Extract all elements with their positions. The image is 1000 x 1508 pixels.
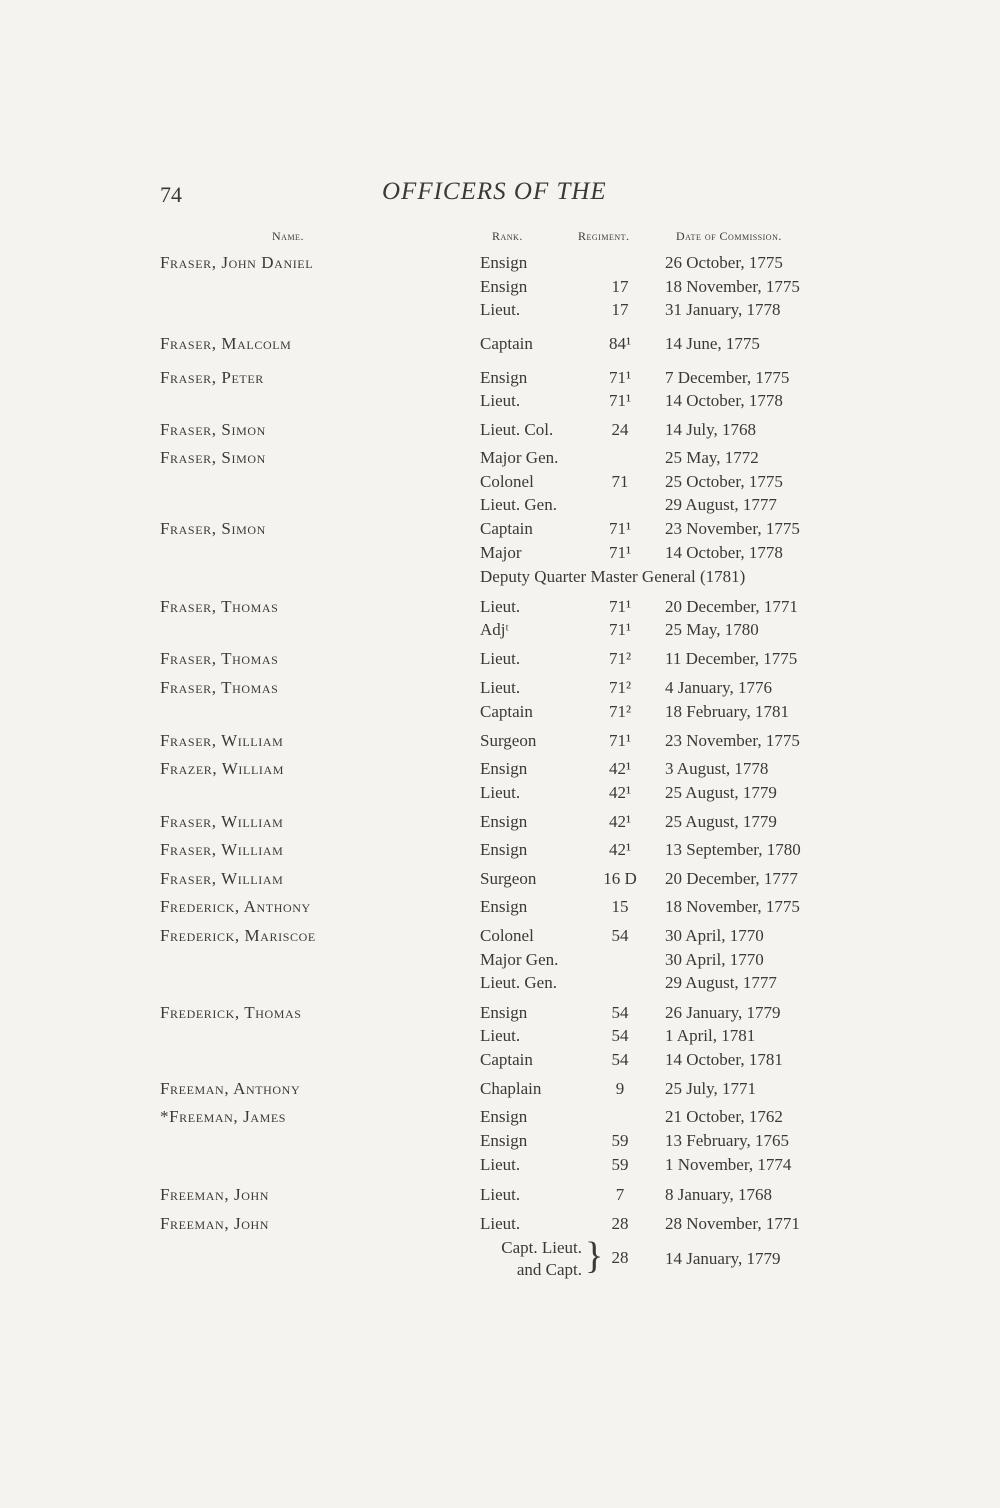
commission-date: 13 September, 1780 — [665, 840, 801, 859]
regiment-cell: 28 — [611, 1214, 629, 1233]
regiment-cell: 71¹ — [608, 519, 632, 538]
officer-name: Fraser, William — [160, 840, 284, 859]
commission-date: 3 August, 1778 — [665, 759, 769, 778]
regiment-cell: 84¹ — [608, 334, 632, 353]
regiment-cell: 71¹ — [608, 620, 632, 639]
rank-cell: Captain — [480, 334, 533, 353]
rank-cell: Lieut. — [480, 678, 521, 697]
rank-cell: Captain — [480, 702, 533, 721]
rank-cell: Lieut. — [480, 1155, 521, 1174]
rank-cell: Surgeon — [480, 869, 537, 888]
appointment-note: Deputy Quarter Master General (1781) — [480, 567, 746, 586]
rank-cell: Major Gen. — [480, 950, 559, 969]
column-header-regiment: Regiment. — [578, 229, 630, 243]
rank-cell: Major — [480, 543, 522, 562]
rank-cell: Lieut. Gen. — [480, 495, 557, 514]
officer-name: Fraser, Thomas — [160, 597, 279, 616]
regiment-cell: 54 — [611, 1003, 629, 1022]
commission-date: 23 November, 1775 — [665, 731, 800, 750]
commission-date: 4 January, 1776 — [665, 678, 773, 697]
commission-date: 25 May, 1772 — [665, 448, 759, 467]
regiment-cell: 59 — [611, 1155, 629, 1174]
rank-cell: Ensign — [480, 253, 528, 272]
officer-name: Frazer, William — [160, 759, 285, 778]
commission-date: 25 August, 1779 — [665, 812, 777, 831]
rank-cell: Lieut. — [480, 1214, 521, 1233]
last-entry-rank-line2: and Capt. — [516, 1260, 582, 1279]
commission-date: 14 October, 1778 — [665, 543, 783, 562]
rank-cell: Ensign — [480, 368, 528, 387]
commission-date: 8 January, 1768 — [665, 1185, 773, 1204]
officer-name: Fraser, Simon — [160, 519, 266, 538]
officer-name: *Freeman, James — [160, 1107, 287, 1126]
regiment-cell: 7 — [615, 1185, 625, 1204]
rank-cell: Ensign — [480, 840, 528, 859]
rank-cell: Captain — [480, 519, 533, 538]
commission-date: 20 December, 1777 — [665, 869, 798, 888]
regiment-cell: 71¹ — [608, 731, 632, 750]
commission-date: 28 November, 1771 — [665, 1214, 800, 1233]
rank-cell: Ensign — [480, 759, 528, 778]
officer-name: Fraser, Thomas — [160, 649, 279, 668]
regiment-cell: 71² — [608, 649, 632, 668]
last-entry-date: 14 January, 1779 — [665, 1249, 781, 1268]
commission-date: 18 February, 1781 — [665, 702, 790, 721]
commission-date: 30 April, 1770 — [665, 926, 764, 945]
commission-date: 25 May, 1780 — [665, 620, 759, 639]
commission-date: 1 April, 1781 — [665, 1026, 756, 1045]
rank-cell: Lieut. Col. — [480, 420, 554, 439]
regiment-cell: 24 — [611, 420, 629, 439]
officer-name: Freeman, Anthony — [160, 1079, 301, 1098]
officer-name: Frederick, Anthony — [160, 897, 311, 916]
officer-name: Fraser, Simon — [160, 448, 266, 467]
rank-cell: Ensign — [480, 812, 528, 831]
commission-date: 1 November, 1774 — [665, 1155, 792, 1174]
regiment-cell: 59 — [611, 1131, 629, 1150]
rank-cell: Lieut. Gen. — [480, 973, 557, 992]
officer-name: Frederick, Thomas — [160, 1003, 302, 1022]
regiment-cell: 71¹ — [608, 368, 632, 387]
rank-cell: Captain — [480, 1050, 533, 1069]
regiment-cell: 17 — [611, 300, 629, 319]
commission-date: 29 August, 1777 — [665, 973, 777, 992]
officer-name: Fraser, Peter — [160, 368, 264, 387]
commission-date: 18 November, 1775 — [665, 277, 800, 296]
regiment-cell: 54 — [611, 1050, 629, 1069]
rank-cell: Ensign — [480, 1003, 528, 1022]
commission-date: 25 October, 1775 — [665, 472, 783, 491]
rank-cell: Chaplain — [480, 1079, 542, 1098]
commission-date: 20 December, 1771 — [665, 597, 798, 616]
officer-name: Fraser, William — [160, 731, 284, 750]
commission-date: 31 January, 1778 — [665, 300, 781, 319]
commission-date: 29 August, 1777 — [665, 495, 777, 514]
running-head: OFFICERS OF THE — [382, 178, 607, 205]
commission-date: 13 February, 1765 — [665, 1131, 790, 1150]
brace-glyph: } — [585, 1235, 604, 1277]
officer-name: Freeman, John — [160, 1214, 270, 1233]
commission-date: 26 January, 1779 — [665, 1003, 781, 1022]
commission-date: 26 October, 1775 — [665, 253, 783, 272]
officer-name: Fraser, Malcolm — [160, 334, 292, 353]
regiment-cell: 42¹ — [608, 812, 632, 831]
regiment-cell: 54 — [611, 1026, 629, 1045]
rank-cell: Ensign — [480, 897, 528, 916]
rank-cell: Colonel — [480, 472, 534, 491]
rank-cell: Lieut. — [480, 1026, 521, 1045]
commission-date: 30 April, 1770 — [665, 950, 764, 969]
rank-cell: Adjᵗ — [480, 620, 509, 639]
commission-date: 14 July, 1768 — [665, 420, 756, 439]
column-header-name: Name. — [272, 229, 304, 243]
regiment-cell: 42¹ — [608, 783, 632, 802]
officer-name: Fraser, Simon — [160, 420, 266, 439]
officer-name: Fraser, John Daniel — [160, 253, 314, 272]
regiment-cell: 71¹ — [608, 543, 632, 562]
rank-cell: Ensign — [480, 277, 528, 296]
rank-cell: Lieut. — [480, 649, 521, 668]
officer-name: Fraser, Thomas — [160, 678, 279, 697]
commission-date: 23 November, 1775 — [665, 519, 800, 538]
regiment-cell: 42¹ — [608, 759, 632, 778]
rank-cell: Lieut. — [480, 300, 521, 319]
commission-date: 18 November, 1775 — [665, 897, 800, 916]
officer-name: Freeman, John — [160, 1185, 270, 1204]
rank-cell: Major Gen. — [480, 448, 559, 467]
commission-date: 14 October, 1778 — [665, 391, 783, 410]
rank-cell: Lieut. — [480, 783, 521, 802]
regiment-cell: 71² — [608, 702, 632, 721]
commission-date: 7 December, 1775 — [665, 368, 790, 387]
commission-date: 25 August, 1779 — [665, 783, 777, 802]
commission-date: 25 July, 1771 — [665, 1079, 756, 1098]
rank-cell: Lieut. — [480, 597, 521, 616]
rank-cell: Colonel — [480, 926, 534, 945]
regiment-cell: 9 — [615, 1079, 625, 1098]
rank-cell: Ensign — [480, 1107, 528, 1126]
regiment-cell: 71¹ — [608, 597, 632, 616]
commission-date: 11 December, 1775 — [665, 649, 798, 668]
last-entry-regiment: 28 — [611, 1248, 629, 1267]
commission-date: 14 October, 1781 — [665, 1050, 783, 1069]
rank-cell: Lieut. — [480, 391, 521, 410]
commission-date: 14 June, 1775 — [665, 334, 760, 353]
page-number: 74 — [160, 182, 182, 207]
column-header-rank: Rank. — [492, 229, 523, 243]
rank-cell: Surgeon — [480, 731, 537, 750]
regiment-cell: 42¹ — [608, 840, 632, 859]
regiment-cell: 71² — [608, 678, 632, 697]
rank-cell: Ensign — [480, 1131, 528, 1150]
regiment-cell: 54 — [611, 926, 629, 945]
commission-date: 21 October, 1762 — [665, 1107, 783, 1126]
regiment-cell: 15 — [611, 897, 629, 916]
regiment-cell: 71 — [611, 472, 629, 491]
regiment-cell: 71¹ — [608, 391, 632, 410]
regiment-cell: 16 D — [603, 869, 637, 888]
rank-cell: Lieut. — [480, 1185, 521, 1204]
officer-name: Fraser, William — [160, 869, 284, 888]
column-header-date: Date of Commission. — [676, 229, 782, 243]
officer-name: Fraser, William — [160, 812, 284, 831]
last-entry-rank-line1: Capt. Lieut. — [501, 1238, 582, 1257]
officer-name: Frederick, Mariscoe — [160, 926, 316, 945]
regiment-cell: 17 — [611, 277, 629, 296]
